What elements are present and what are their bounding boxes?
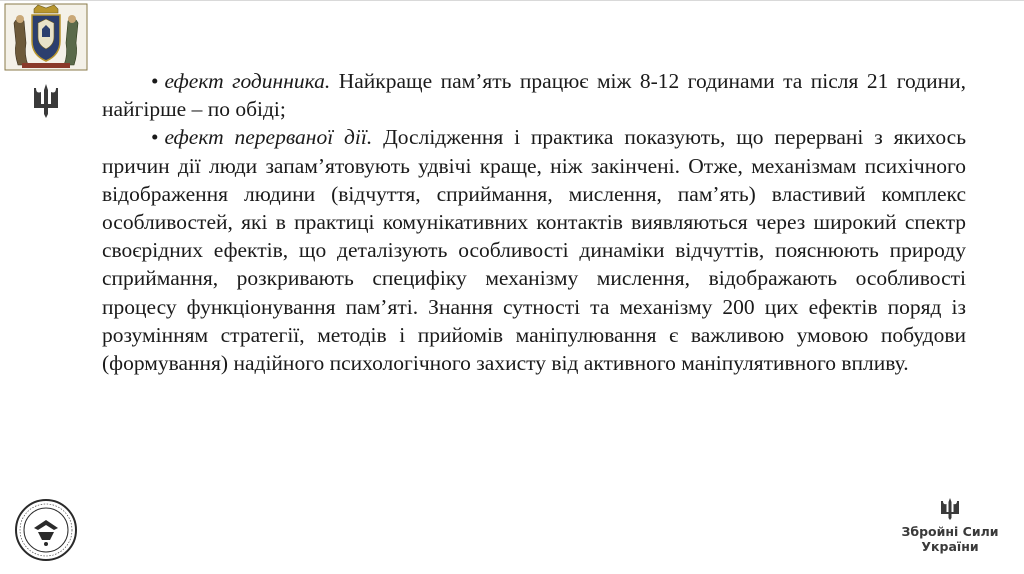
term: ефект годинника. [164, 69, 331, 93]
armed-forces-label [900, 524, 1000, 554]
trident-icon [939, 497, 961, 521]
paragraph-clock-effect [102, 67, 966, 123]
armed-forces-logo [900, 497, 1000, 559]
paragraph-text: Найкраще пам’ять працює між 8-12 годинами та після 21 години, найгірше – по обіді; [102, 69, 967, 122]
bullet: • [151, 69, 159, 93]
seal-icon [14, 498, 78, 562]
trident-icon [32, 82, 60, 118]
armed-forces-line2: України [921, 539, 979, 554]
coat-of-arms-icon [4, 3, 88, 71]
paragraph-interrupted-action-effect [102, 123, 966, 377]
bullet: • [151, 125, 159, 150]
document-body [102, 67, 966, 377]
top-border [0, 0, 1024, 1]
paragraph-text: Дослідження і практика показують, що перервані з якихось причин дії люди запам’ятовують удвічі краще, ніж закінчені. Отже, механізмам психічного відображення людини (відчуття, сприймання, мислення, пам’ять) властивий комплекс особливостей, які в практиці комунікативних контактів виявляються через широкий спектр своєрідних ефектів, що деталізують особливості динаміки відчуттів, пояснюють природу сприймання, розкривають специфіку механізму мислення, відображають особливості процесу функціонування пам’яті. Знання сутності та механізму 200 цих ефектів поряд із розумінням стратегії, методів і прийомів маніпулювання є важливою умовою побудови (формування) надійного психологічного захисту від активного маніпулятивного впливу. [102, 125, 966, 376]
armed-forces-line1: Збройні Сили [901, 524, 999, 539]
term: ефект перерваної дії. [164, 125, 373, 150]
